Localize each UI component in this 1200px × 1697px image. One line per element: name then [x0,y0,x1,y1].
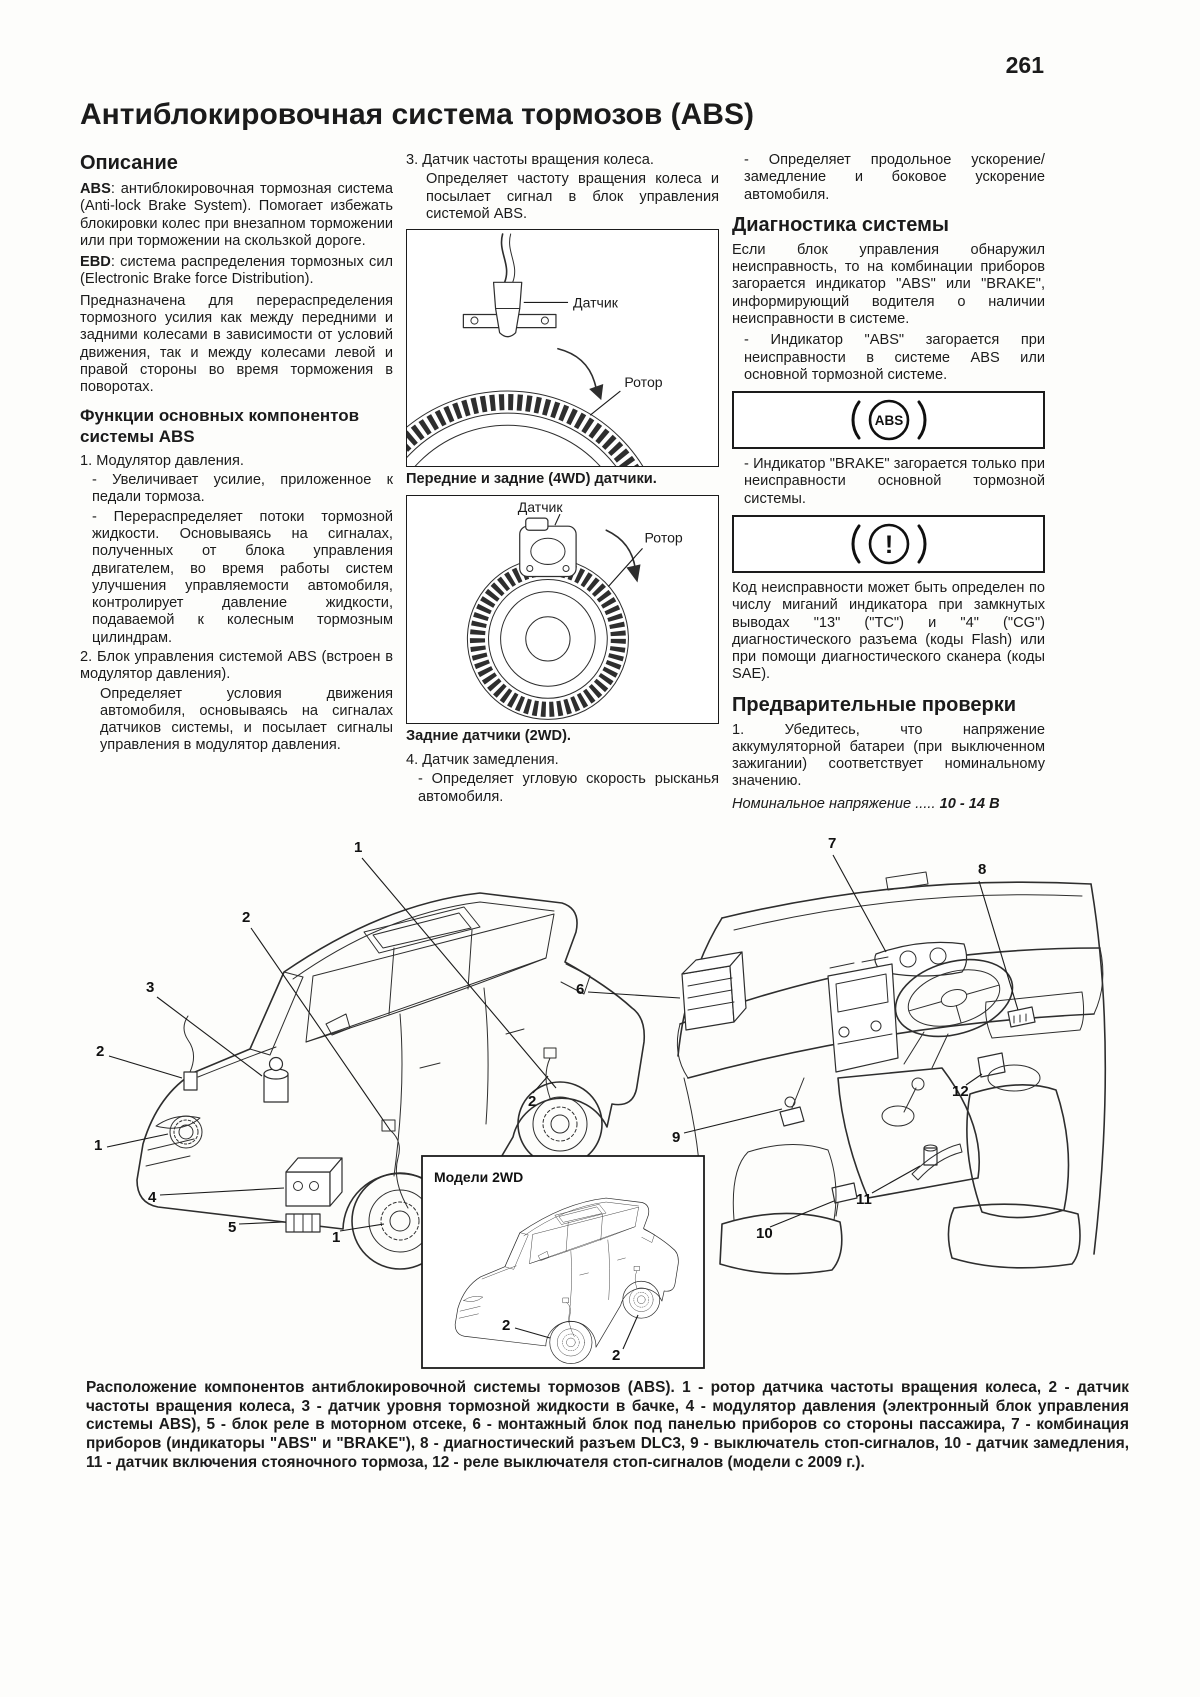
rotor-label: Ротор [644,528,683,545]
rotor-label: Ротор [624,374,663,391]
diagnostics-paragraph-4: Код неисправности может быть определен по числу миганий индикатора при замкнутых выводах "13" ("TC") и "4" ("CG") диагностического разъема (коды Flash) или при помощи диагностического сканера (коды SAE). [732,579,1045,683]
callout-2: 2 [528,1092,537,1110]
callout-2: 2 [612,1346,621,1364]
callout-9: 9 [672,1128,681,1146]
abs-definition-text: : антиблокировочная тормозная система (Anti-lock Brake System). Помогает избежать блокировки колес при внезапном торможении или при торможении на скользкой дороге. [80,181,393,249]
callout-2: 2 [242,908,251,926]
callout-6: 6 [576,980,585,998]
text-columns [80,152,1046,812]
diagnostics-heading: Диагностика системы [732,213,950,236]
callout-11: 11 [856,1190,872,1208]
brake-lamp-text: ! [884,530,893,559]
abs-warning-lamp-box [732,391,1045,449]
callout-2: 2 [502,1316,511,1334]
engine-bay-components [170,1016,342,1232]
callout-2: 2 [96,1042,105,1060]
callout-3: 3 [146,978,155,996]
inset-2wd-models [422,1156,704,1368]
sensor-figure-2wd [406,495,719,724]
callout-1: 1 [354,838,363,856]
function-item-1-sub-1: - Увеличивает усилие, приложенное к педали тормоза. [92,472,393,506]
preliminary-paragraph-1: 1. Убедитесь, что напряжение аккумуляторной батареи (при выключенном зажигании) соответствует номинальному значению. [732,721,1045,790]
components-location-figure [86,826,1129,1473]
column-diagnostics [732,152,1045,812]
diagnostics-paragraph-2: - Индикатор "ABS" загорается при неисправности в системе ABS или основной тормозной системе. [744,332,1045,383]
ebd-definition-paragraph [80,254,393,289]
callout-4: 4 [148,1188,157,1206]
preliminary-heading: Предварительные проверки [732,693,1017,716]
sensor-label: Датчик [517,498,563,515]
nominal-voltage-spec [732,796,1045,812]
callout-12: 12 [952,1082,969,1100]
spec-value: 10 - 14 В [939,795,1000,812]
callout-8: 8 [978,860,987,878]
interior-drawing [677,872,1105,1274]
column-description [80,152,393,812]
function-item-3-detail: Определяет частоту вращения колеса и посылает сигнал в блок управления системой ABS. [426,171,719,222]
function-item-1: 1. Модулятор давления. [80,452,244,469]
abs-lamp-text: ABS [874,413,903,429]
functions-heading: Функции основных компонентов системы ABS [80,406,360,447]
callout-7: 7 [828,834,837,852]
brake-warning-icon [823,521,955,567]
description-heading: Описание [80,152,178,174]
function-item-4: 4. Датчик замедления. [406,752,559,769]
callout-5: 5 [228,1218,237,1236]
abs-definition-paragraph [80,181,393,250]
spec-label: Номинальное напряжение [732,795,912,812]
function-item-4-sub-1: - Определяет угловую скорость рысканья автомобиля. [418,771,719,805]
abs-warning-icon [823,397,955,443]
figure-caption: Расположение компонентов антиблокировочной системы тормозов (ABS). 1 - ротор датчика частоты вращения колеса, 2 - датчик частоты вращения колеса, 3 - датчик уровня тормозной жидкости в бачке, 4 - модулятор давления (электронный блок управления системы ABS), 5 - блок реле в моторном отсеке, 6 - монтажный блок под панелью приборов со стороны пассажира, 7 - комбинация приборов (индикаторы "ABS" и "BRAKE"), 8 - диагностический разъем DLC3, 9 - выключатель стоп-сигналов, 10 - датчик замедления, 11 - датчик включения стояночного тормоза, 12 - реле выключателя стоп-сигналов (модели с 2009 г.). [86,1378,1129,1471]
function-item-1-sub-2: - Перераспределяет потоки тормозной жидкости. Основываясь на сигналах, полученных от блока управления двигателем, во время работы систем улучшения управляемости автомобиля, контролирует давление жидкости, подаваемой к колесным тормозным цилиндрам. [92,508,393,646]
function-item-2: 2. Блок управления системой ABS (встроен в модулятор давления). [80,648,393,683]
brake-warning-lamp-box [732,515,1045,573]
page-title: Антиблокировочная система тормозов (ABS) [80,98,754,131]
callout-1: 1 [94,1136,103,1154]
abs-term: ABS [80,181,111,197]
ebd-note-paragraph: Предназначена для перераспределения тормозного усилия как между передними и задними колесами в зависимости от условий движения, так и между колесами левой и правой стороны во время торможения в поворотах. [80,292,393,396]
callout-1: 1 [332,1228,341,1246]
function-item-3: 3. Датчик частоты вращения колеса. [406,152,654,168]
sensor-figure-4wd [406,229,719,467]
page-number: 261 [1005,52,1044,78]
sensor-figure-4wd-caption: Передние и задние (4WD) датчики. [406,470,657,487]
wheel-speed-sensor-4wd-drawing [407,230,718,466]
wheel-speed-sensor-2wd-drawing [407,496,718,723]
ebd-definition-text: : система распределения тормозных сил (Electronic Brake force Distribution). [80,254,393,288]
diagnostics-paragraph-3: - Индикатор "BRAKE" загорается только при неисправности основной тормозной системы. [744,456,1045,507]
sensor-figure-2wd-caption: Задние датчики (2WD). [406,728,571,745]
function-item-2-detail: Определяет условия движения автомобиля, основываясь на сигналах датчиков системы, и посылает сигналы управления в модулятор давления. [100,685,393,754]
callout-10: 10 [756,1224,773,1242]
spec-dots: ..... [915,795,936,812]
diagnostics-paragraph-1: Если блок управления обнаружил неисправность, то на комбинации приборов загорается индикатор "ABS" или "BRAKE", информирующий водителя о наличии неисправности в системе. [732,241,1045,327]
function-item-4-sub-2: - Определяет продольное ускорение/замедление и боковое ускорение автомобиля. [744,152,1045,203]
sensor-label: Датчик [573,294,618,311]
components-location-drawing [86,826,1118,1374]
ebd-term: EBD [80,254,111,271]
column-sensors [406,152,719,812]
inset-label: Модели 2WD [434,1168,524,1185]
